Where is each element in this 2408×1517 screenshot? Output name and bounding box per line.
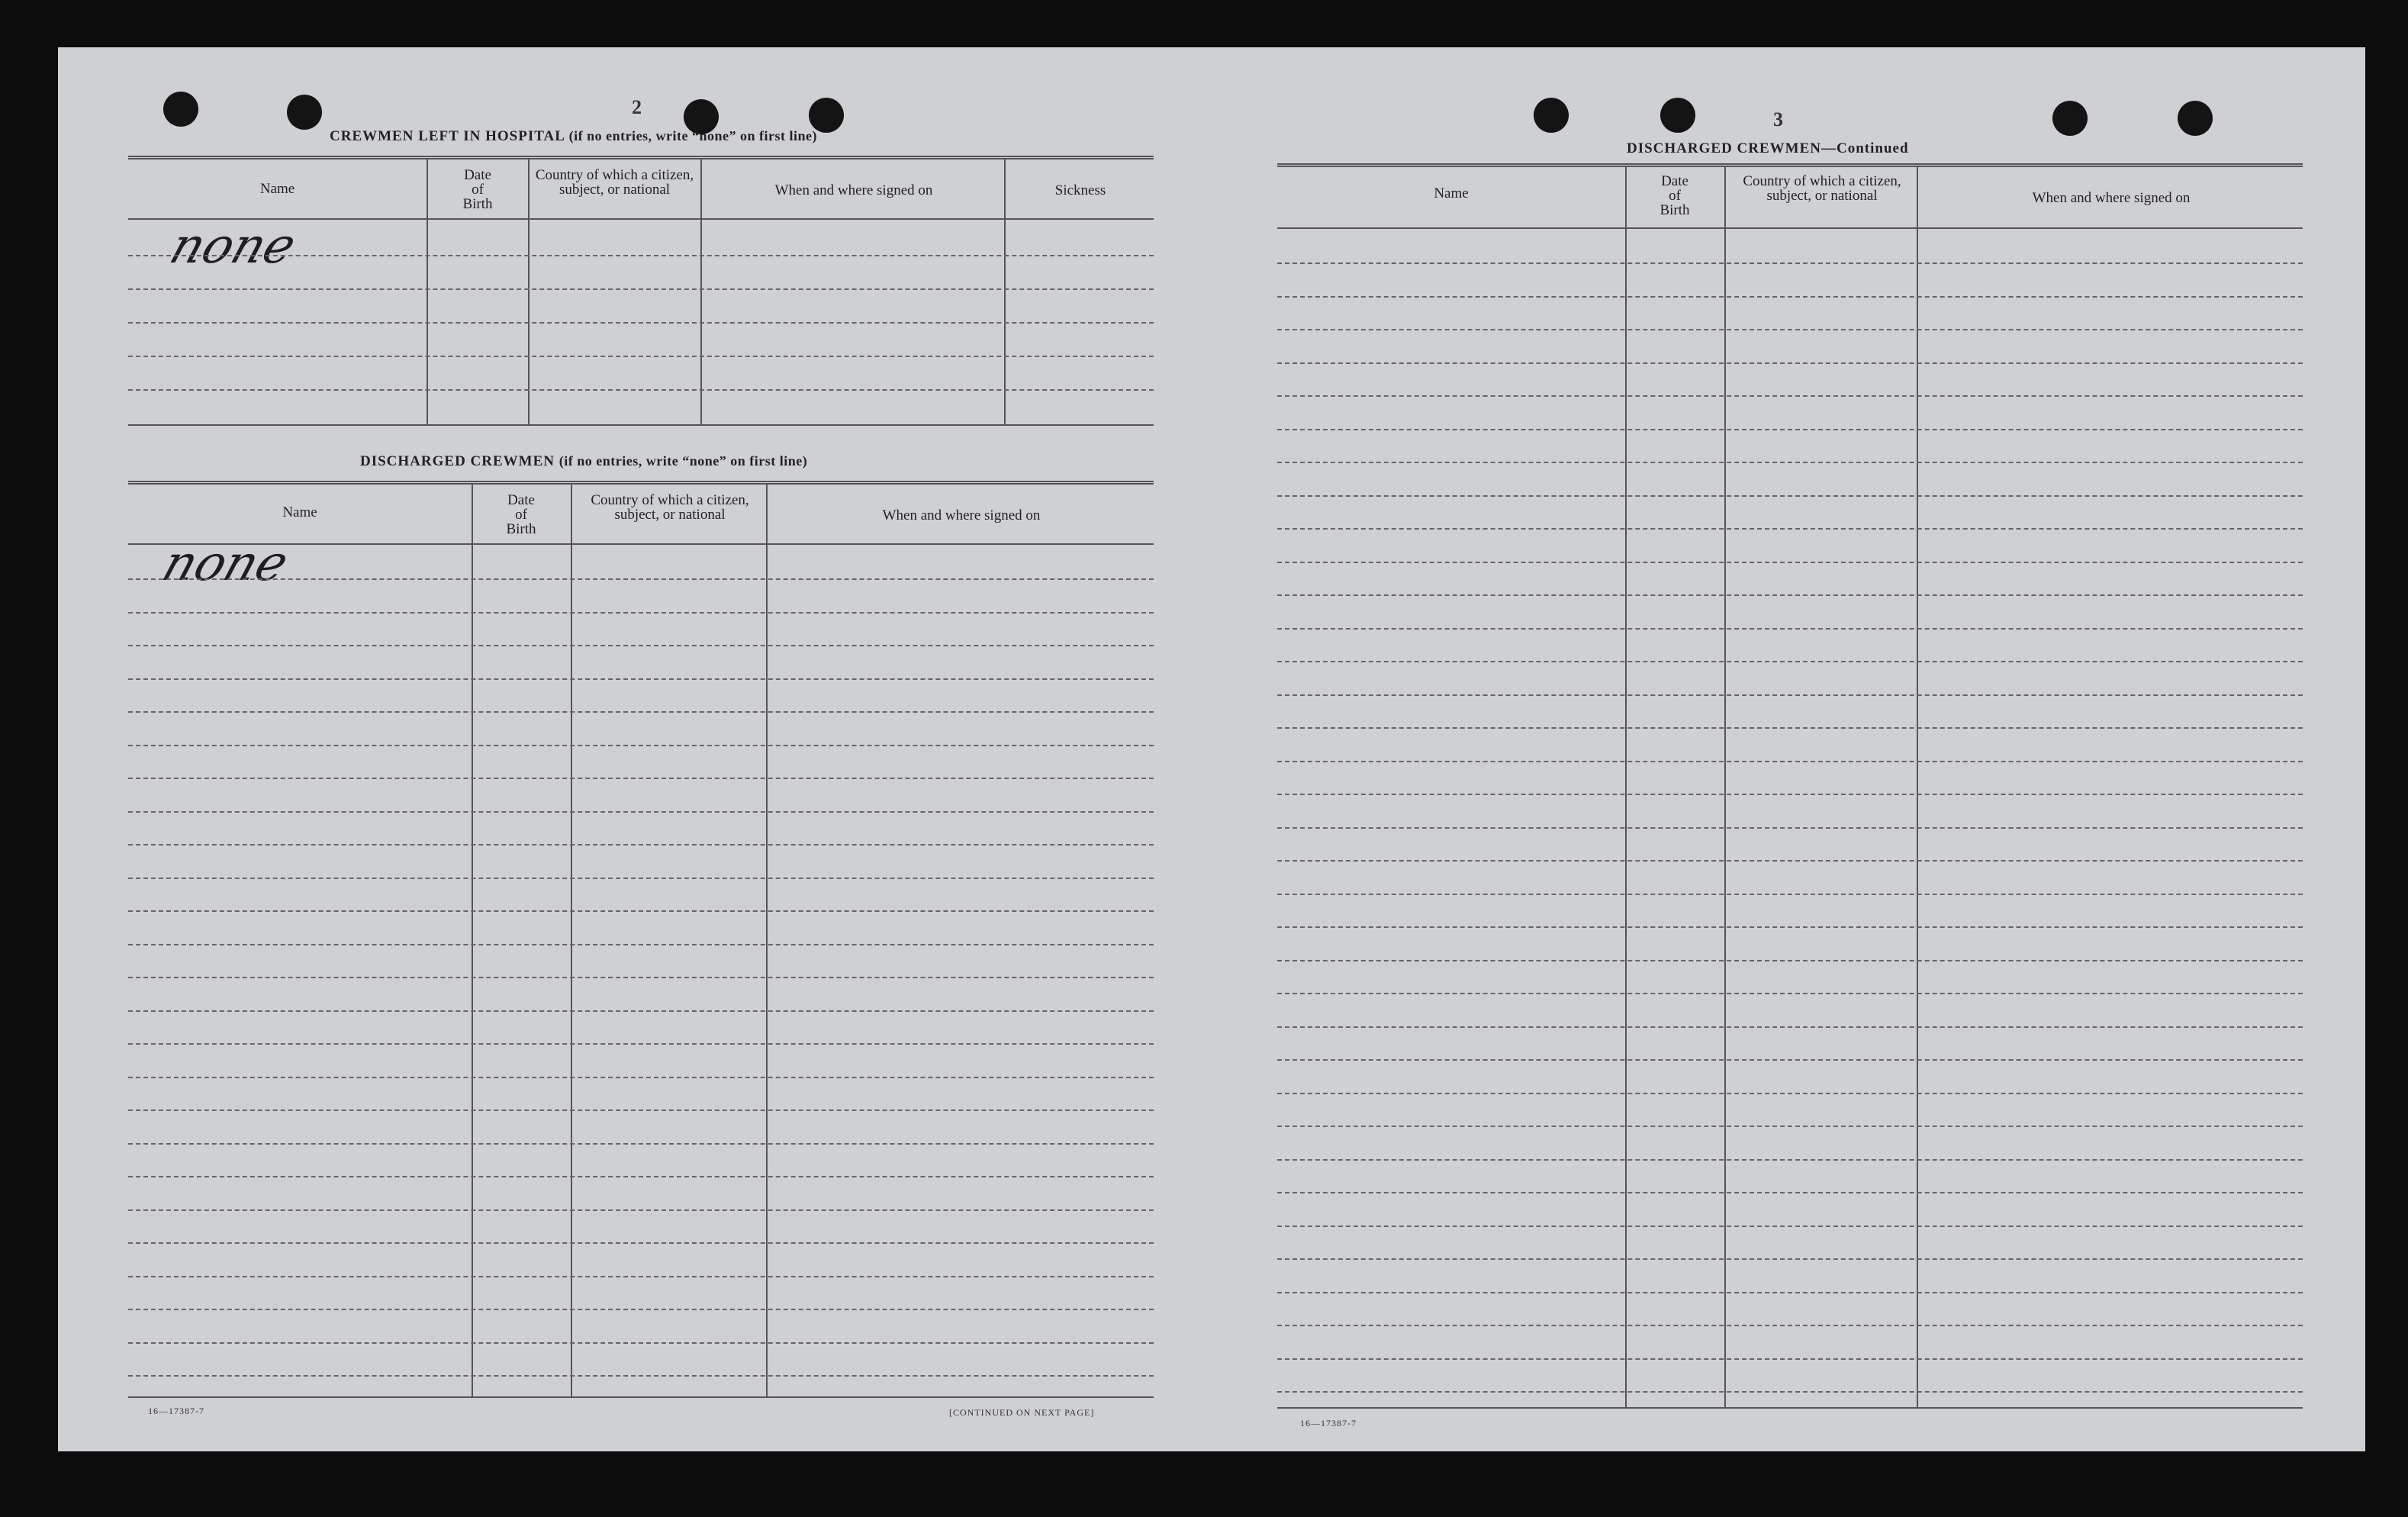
ruled-line: [1277, 462, 2303, 463]
ruled-line: [128, 1276, 1154, 1277]
hospital-section-title: [330, 128, 817, 145]
ruled-line: [128, 1077, 1154, 1078]
ruled-line: [128, 389, 1154, 391]
ruled-line: [1277, 1026, 2303, 1028]
discharged-col-dob: Date of Birth: [506, 492, 536, 537]
ruled-line: [1277, 594, 2303, 596]
ruled-line: [128, 612, 1154, 614]
left-form-number: 16—17387-7: [148, 1406, 204, 1416]
ruled-line: [128, 322, 1154, 324]
ruled-line: [128, 844, 1154, 845]
ruled-line: [1277, 1126, 2303, 1127]
discharged-title-text: DISCHARGED CREWMEN: [360, 453, 555, 469]
punch-hole: [163, 92, 198, 127]
right-col-signed-on: When and where signed on: [2032, 190, 2191, 206]
ruled-line: [1277, 528, 2303, 530]
discharged-section-title: [360, 453, 807, 470]
punch-hole: [287, 95, 322, 130]
ruled-line: [128, 745, 1154, 746]
ruled-line: [128, 1342, 1154, 1344]
discharged-col-signed-on: When and where signed on: [882, 507, 1041, 523]
punch-hole: [2178, 101, 2213, 136]
ruled-line: [128, 910, 1154, 912]
ruled-line: [128, 678, 1154, 680]
ruled-line: [128, 711, 1154, 713]
discharged-title-note: (if no entries, write “none” on first line): [559, 453, 808, 469]
ruled-line: [1277, 1192, 2303, 1193]
punch-hole: [2052, 101, 2088, 136]
ruled-line: [128, 645, 1154, 646]
ruled-line: [1277, 860, 2303, 862]
ruled-line: [1277, 794, 2303, 795]
ruled-line: [1277, 562, 2303, 563]
discharged-col-country: Country of which a citizen, subject, or national: [591, 492, 749, 523]
ruled-line: [128, 811, 1154, 813]
hospital-col-country: Country of which a citizen, subject, or national: [535, 167, 694, 198]
ruled-line: [128, 1143, 1154, 1145]
ruled-line: [128, 977, 1154, 978]
document-sheet: [58, 47, 2365, 1451]
ruled-line: [1277, 1358, 2303, 1360]
left-page-number: 2: [632, 96, 642, 118]
ruled-line: [1277, 1391, 2303, 1393]
ruled-line: [1277, 628, 2303, 630]
ruled-line: [1277, 495, 2303, 497]
discharged-col-name: Name: [282, 504, 317, 520]
right-section-title: DISCHARGED CREWMEN—Continued: [1627, 140, 1909, 156]
ruled-line: [128, 1309, 1154, 1310]
right-page-number: 3: [1773, 108, 1783, 130]
ruled-line: [1277, 993, 2303, 994]
ruled-line: [128, 1209, 1154, 1211]
hospital-handwritten-none: none: [163, 218, 303, 275]
ruled-line: [128, 1375, 1154, 1377]
ruled-line: [128, 1176, 1154, 1177]
ruled-line: [1277, 329, 2303, 330]
ruled-line: [128, 1242, 1154, 1244]
hospital-title-text: CREWMEN LEFT IN HOSPITAL: [330, 128, 565, 144]
hospital-col-signed-on: When and where signed on: [774, 182, 933, 198]
ruled-line: [1277, 694, 2303, 696]
ruled-line: [128, 288, 1154, 290]
ruled-line: [128, 878, 1154, 879]
right-form-number: 16—17387-7: [1300, 1418, 1357, 1428]
ruled-line: [128, 1010, 1154, 1012]
punch-hole: [1660, 98, 1695, 133]
ruled-line: [1277, 1292, 2303, 1293]
hospital-title-note: (if no entries, write “none” on first line): [568, 128, 818, 143]
right-col-name: Name: [1434, 185, 1469, 201]
ruled-line: [1277, 1258, 2303, 1260]
ruled-line: [1277, 661, 2303, 662]
ruled-line: [1277, 362, 2303, 364]
ruled-line: [128, 1110, 1154, 1111]
ruled-line: [1277, 894, 2303, 895]
punch-hole: [1534, 98, 1569, 133]
continued-note: [CONTINUED ON NEXT PAGE]: [949, 1407, 1095, 1418]
ruled-line: [1277, 1059, 2303, 1061]
ruled-line: [1277, 1325, 2303, 1326]
ruled-line: [1277, 429, 2303, 430]
ruled-line: [1277, 960, 2303, 961]
ruled-line: [1277, 262, 2303, 264]
right-col-dob: Date of Birth: [1660, 173, 1690, 218]
right-col-country: Country of which a citizen, subject, or national: [1743, 173, 1901, 204]
ruled-line: [1277, 727, 2303, 729]
ruled-line: [1277, 1226, 2303, 1227]
ruled-line: [128, 1043, 1154, 1045]
hospital-col-dob: Date of Birth: [462, 167, 493, 212]
ruled-line: [1277, 926, 2303, 928]
ruled-line: [128, 356, 1154, 357]
ruled-line: [1277, 761, 2303, 762]
ruled-line: [1277, 1093, 2303, 1094]
ruled-line: [1277, 1159, 2303, 1161]
ruled-line: [1277, 827, 2303, 829]
discharged-handwritten-none: none: [155, 536, 295, 592]
ruled-line: [1277, 395, 2303, 397]
ruled-line: [128, 944, 1154, 945]
ruled-line: [128, 578, 1154, 580]
hospital-col-sickness: Sickness: [1054, 182, 1106, 198]
ruled-line: [1277, 296, 2303, 298]
ruled-line: [128, 778, 1154, 779]
ruled-line: [128, 255, 1154, 256]
hospital-col-name: Name: [259, 181, 295, 197]
